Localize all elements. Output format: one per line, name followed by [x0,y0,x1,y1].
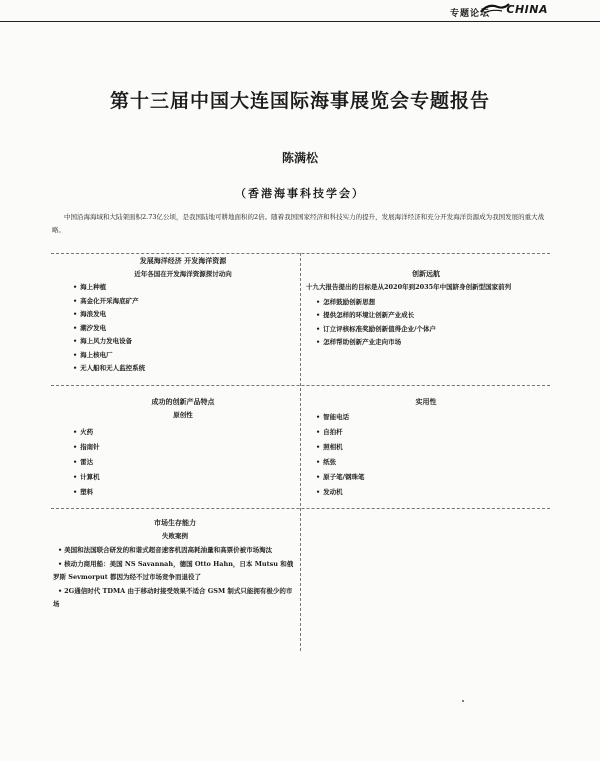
case-paragraph: • 美国和法国联合研发的和谐式超音速客机因高耗油量和高票价被市场淘汰 [53,544,297,557]
list-item: • 自拍杆 [316,425,546,440]
header-section-label: 专题论坛 [449,9,490,19]
section-heading: 发展海洋经济 开发海洋资源 [139,256,227,265]
list-item: • 火药 [73,425,293,440]
affiliation: （香港海事科技学会） [235,187,365,200]
section-success [73,395,293,500]
list-item: • 提供怎样的环境让创新产业成长 [316,309,546,323]
section-heading: 成功的创新产品特点 [151,397,215,406]
item-list [73,425,293,500]
item-list [73,281,293,376]
list-item: • 海上核电厂 [73,349,293,363]
page-header [0,0,600,22]
section-note: 十九大报告提出的目标是从2020年到2035年中国跻身创新型国家前列 [306,282,512,291]
list-item: • 指南针 [73,440,293,455]
list-item: • 雷达 [73,455,293,470]
list-item: • 海上种植 [73,281,293,295]
list-item: • 怎样鼓励创新思想 [316,296,546,310]
section-heading: 市场生存能力 [154,518,196,527]
section-heading: 创新远航 [412,269,440,278]
section-innovation [306,267,546,350]
list-item: • 高金化开采海底矿产 [73,295,293,309]
list-item: • 海浪发电 [73,308,293,322]
item-list [316,296,546,350]
list-item: • 怎样帮助创新产业走向市场 [316,336,546,350]
intro-paragraph: 中国沿海海域和大陆架面积2.73亿公顷，是我国陆地可耕地面积的2倍。随着我国国家经济和科技实力的提升，发展海洋经济和充分开发海洋资源成为我国发展的重大战略。 [52,213,545,234]
section-subheading: 失败案例 [162,531,188,540]
list-item: • 无人船和无人监控系统 [73,362,293,376]
page-title: 第十三届中国大连国际海事展览会专题报告 [109,90,490,112]
list-item: • 原子笔/钢珠笔 [316,470,546,485]
list-item: • 计算机 [73,470,293,485]
header-logo [506,3,548,16]
grid-divider [300,253,301,651]
list-item: • 纸张 [316,455,546,470]
list-item: • 塑料 [73,485,293,500]
header-logo-text: CHINA [506,3,548,16]
case-paragraph: • 2G通信时代 TDMA 由于移动时接受效果不适合 GSM 制式只能拥有极少的市场 [53,585,297,611]
case-list [53,544,297,611]
list-item: • 潮汐发电 [73,322,293,336]
list-item: • 智能电话 [316,410,546,425]
section-heading: 实用性 [415,397,437,406]
section-subheading: 近年各国在开发海洋资源探讨动向 [134,269,232,278]
item-list [316,410,546,500]
ship-logo-icon [480,1,510,15]
author: 陈满松 [281,151,318,165]
list-item: • 照相机 [316,440,546,455]
section-develop [73,254,293,376]
topic-grid [51,253,550,651]
section-market [53,516,297,612]
list-item: • 海上风力发电设备 [73,335,293,349]
case-paragraph: • 核动力商用船：美国 NS Savannah，德国 Otto Hahn，日本 Mutsu 和俄罗斯 Sevmorput 都因为经不过市场竞争而退役了 [53,558,297,584]
scan-speck [462,700,464,702]
list-item: • 订立评核标准奖励创新值得企业/个体户 [316,323,546,337]
list-item: • 发动机 [316,485,546,500]
header-rule [0,21,600,22]
section-practical [306,395,546,500]
section-subheading: 原创性 [173,410,193,419]
